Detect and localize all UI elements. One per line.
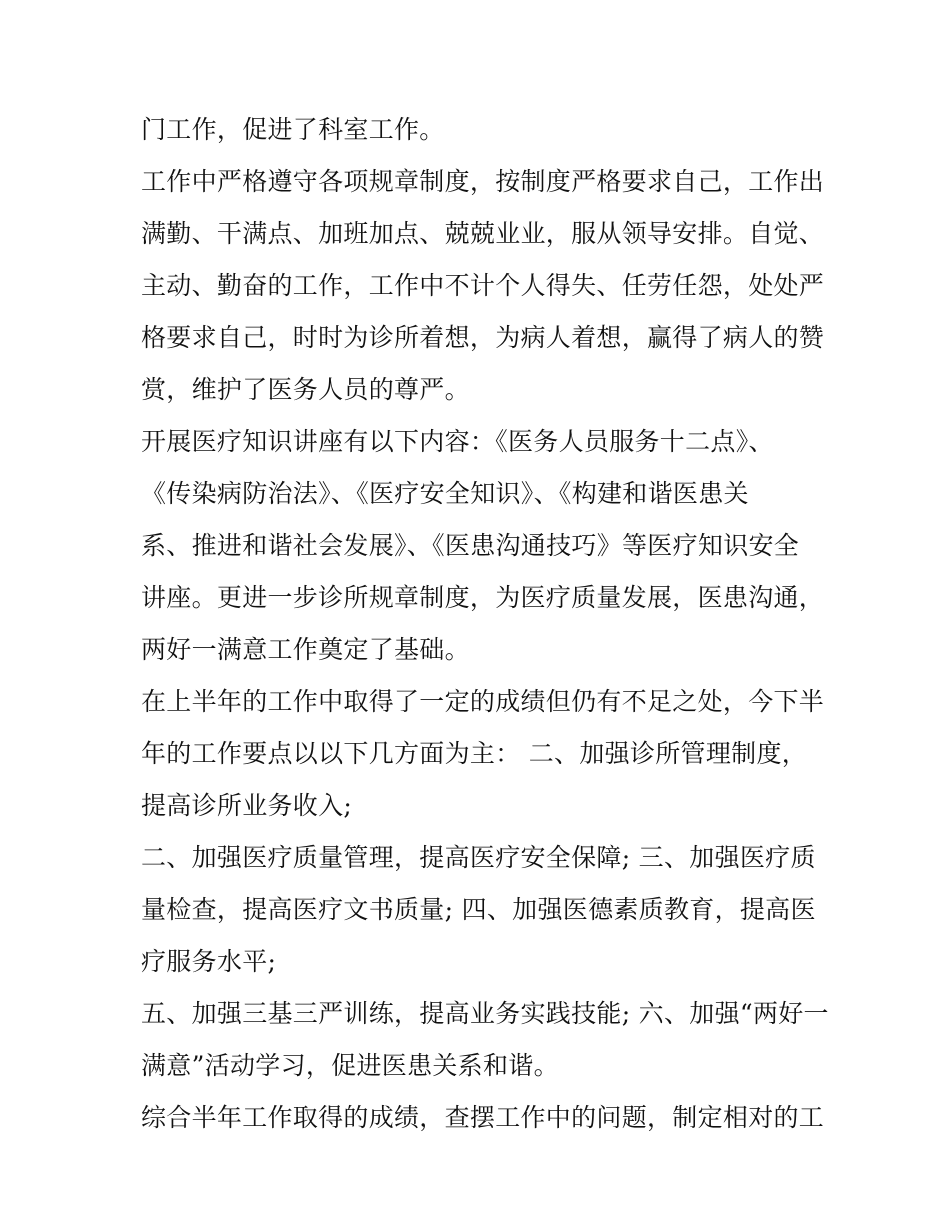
text-line-16: 量检查，提高医疗文书质量; 四、加强医德素质教育，提高医 bbox=[141, 895, 816, 924]
text-line-20: 综合半年工作取得的成绩，查摆工作中的问题，制定相对的工 bbox=[141, 1103, 825, 1132]
text-line-3: 满勤、干满点、加班加点、兢兢业业，服从领导安排。自觉、 bbox=[141, 219, 825, 248]
text-line-15: 二、加强医疗质量管理，提高医疗安全保障; 三、加强医疗质 bbox=[141, 843, 816, 872]
text-line-1: 门工作，促进了科室工作。 bbox=[141, 115, 445, 144]
text-line-9: 系、推进和谐社会发展》、《医患沟通技巧》等医疗知识安全 bbox=[141, 531, 800, 560]
text-line-8: 《传染病防治法》、《医疗安全知识》、《构建和谐医患关 bbox=[141, 479, 749, 508]
text-line-6: 赏，维护了医务人员的尊严。 bbox=[141, 375, 470, 404]
text-line-17: 疗服务水平; bbox=[141, 947, 277, 976]
text-line-19: 满意”活动学习，促进医患关系和谐。 bbox=[141, 1051, 559, 1080]
text-line-2: 工作中严格遵守各项规章制度，按制度严格要求自己，工作出 bbox=[141, 167, 825, 196]
text-line-7: 开展医疗知识讲座有以下内容：《医务人员服务十二点》、 bbox=[141, 427, 774, 456]
text-line-18: 五、加强三基三严训练，提高业务实践技能; 六、加强“两好一 bbox=[141, 999, 829, 1028]
text-line-12: 在上半年的工作中取得了一定的成绩但仍有不足之处，今下半 bbox=[141, 687, 825, 716]
text-line-11: 两好一满意工作奠定了基础。 bbox=[141, 635, 470, 664]
text-line-4: 主动、勤奋的工作，工作中不计个人得失、任劳任怨，处处严 bbox=[141, 271, 825, 300]
text-line-10: 讲座。更进一步诊所规章制度，为医疗质量发展，医患沟通， bbox=[141, 583, 825, 612]
text-line-5: 格要求自己，时时为诊所着想，为病人着想，赢得了病人的赞 bbox=[141, 323, 825, 352]
text-line-14: 提高诊所业务收入; bbox=[141, 791, 353, 820]
text-line-13: 年的工作要点以以下几方面为主： 二、加强诊所管理制度， bbox=[141, 739, 808, 768]
